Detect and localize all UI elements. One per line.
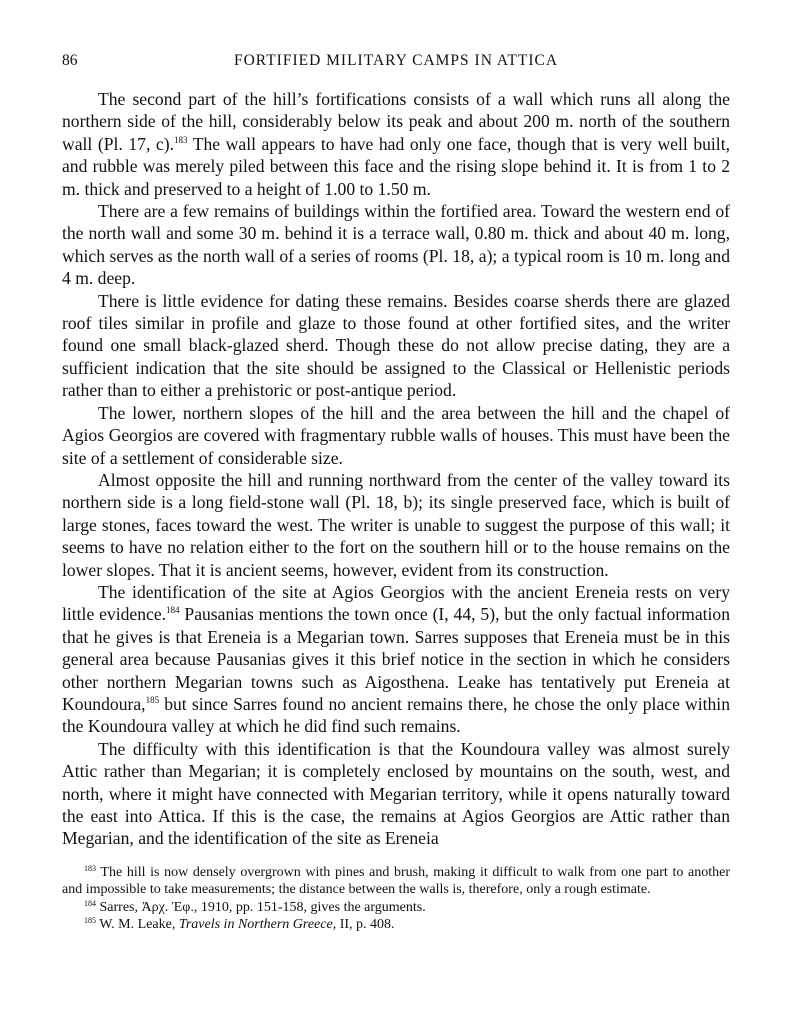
paragraph-6-text-c: but since Sarres found no ancient remains there, he chose the only place within the Koundoura valley at which he did find such remains.	[62, 693, 730, 737]
paragraph-4: The lower, northern slopes of the hill and the area between the hill and the chapel of Agios Georgios are covered with fragmentary rubble walls of houses. This must have been the site of a settlement of considerable size.	[62, 402, 730, 468]
footnotes	[62, 864, 730, 934]
footnote-183	[62, 864, 730, 899]
paragraph-2: There are a few remains of buildings within the fortified area. Toward the western end of the north wall and some 30 m. behind it is a terrace wall, 0.80 m. thick and about 40 m. long, which serves as the north wall of a series of rooms (Pl. 18, a); a typical room is 10 m. long and 4 m. deep.	[62, 201, 730, 289]
paragraph-3: There is little evidence for dating these remains. Besides coarse sherds there are glazed roof tiles similar in profile and glaze to those found at other fortified sites, and the writer found one small black-glazed sherd. Though these do not allow precise dating, they are a sufficient indication that the site should be assigned to the Classical or Hellenistic periods rather than to either a prehistoric or post-antique period.	[62, 290, 730, 401]
paragraph-6	[62, 581, 730, 738]
paragraph-7: The difficulty with this identification is that the Koundoura valley was almost surely Attic rather than Megarian; it is completely enclosed by mountains on the south, west, and north, where it might have connected with Megarian territory, while it opens naturally toward the east into Attica. If this is the case, the remains at Agios Georgios are Attic rather than Megarian, and the identification of the site as Ereneia	[62, 738, 730, 849]
paragraph-1	[62, 88, 730, 200]
footnote-183-number: 183	[84, 863, 96, 873]
footnote-ref-184: 184	[166, 605, 180, 616]
footnote-184-text: Sarres, Ἀρχ. Ἐφ., 1910, pp. 151-158, gives the arguments.	[96, 899, 426, 915]
footnote-185-text-b: , II, p. 408.	[332, 917, 395, 933]
footnote-185-book-title: Travels in Northern Greece	[178, 917, 333, 933]
paragraph-6-text-a: The identification of the site at Agios Georgios with the ancient Ereneia rests on very little evidence.	[62, 581, 730, 625]
page-number: 86	[62, 52, 78, 69]
footnote-183-text: The hill is now densely overgrown with pines and brush, making it difficult to walk from one part to another and impossible to take measurements; the distance between the walls is, therefore, only a rough estimate.	[62, 864, 730, 898]
page-header	[62, 48, 730, 76]
body-text	[62, 88, 730, 850]
footnote-185-text-a: W. M. Leake,	[96, 917, 179, 933]
running-title: FORTIFIED MILITARY CAMPS IN ATTICA	[233, 52, 559, 69]
footnote-ref-183: 183	[174, 134, 188, 145]
footnote-185-number: 185	[84, 916, 96, 926]
footnote-185	[62, 916, 730, 934]
paragraph-6-text-b: Pausanias mentions the town once (I, 44, 5), but the only factual information that he gives is that Ereneia is a Megarian town. Sarres supposes that Ereneia must be in this general area because Pausanias gives it this brief notice in the section in which he considers other northern Megarian towns such as Aigosthena. Leake has tentatively put Ereneia at Koundoura,	[62, 604, 731, 714]
paragraph-5: Almost opposite the hill and running northward from the center of the valley toward its northern side is a long field-stone wall (Pl. 18, b); its single preserved face, which is built of large stones, faces toward the west. The writer is unable to suggest the purpose of this wall; it seems to have no relation either to the fort on the southern hill or to the house remains on the lower slopes. That it is ancient seems, however, evident from its construction.	[62, 469, 730, 580]
footnote-184	[62, 899, 730, 917]
footnote-184-number: 184	[84, 898, 96, 908]
paragraph-1-text-b: The wall appears to have had only one face, though that is very well built, and rubble was merely piled between this face and the rising slope behind it. It is from 1 to 2 m. thick and preserved to a height of 1.00 to 1.50 m.	[62, 133, 730, 199]
paragraph-1-text-a: The second part of the hill’s fortifications consists of a wall which runs all along the northern side of the hill, considerably below its peak and about 200 m. north of the southern wall (Pl. 17, c).	[62, 89, 730, 154]
document-page	[62, 48, 730, 934]
footnote-ref-185: 185	[145, 694, 160, 705]
